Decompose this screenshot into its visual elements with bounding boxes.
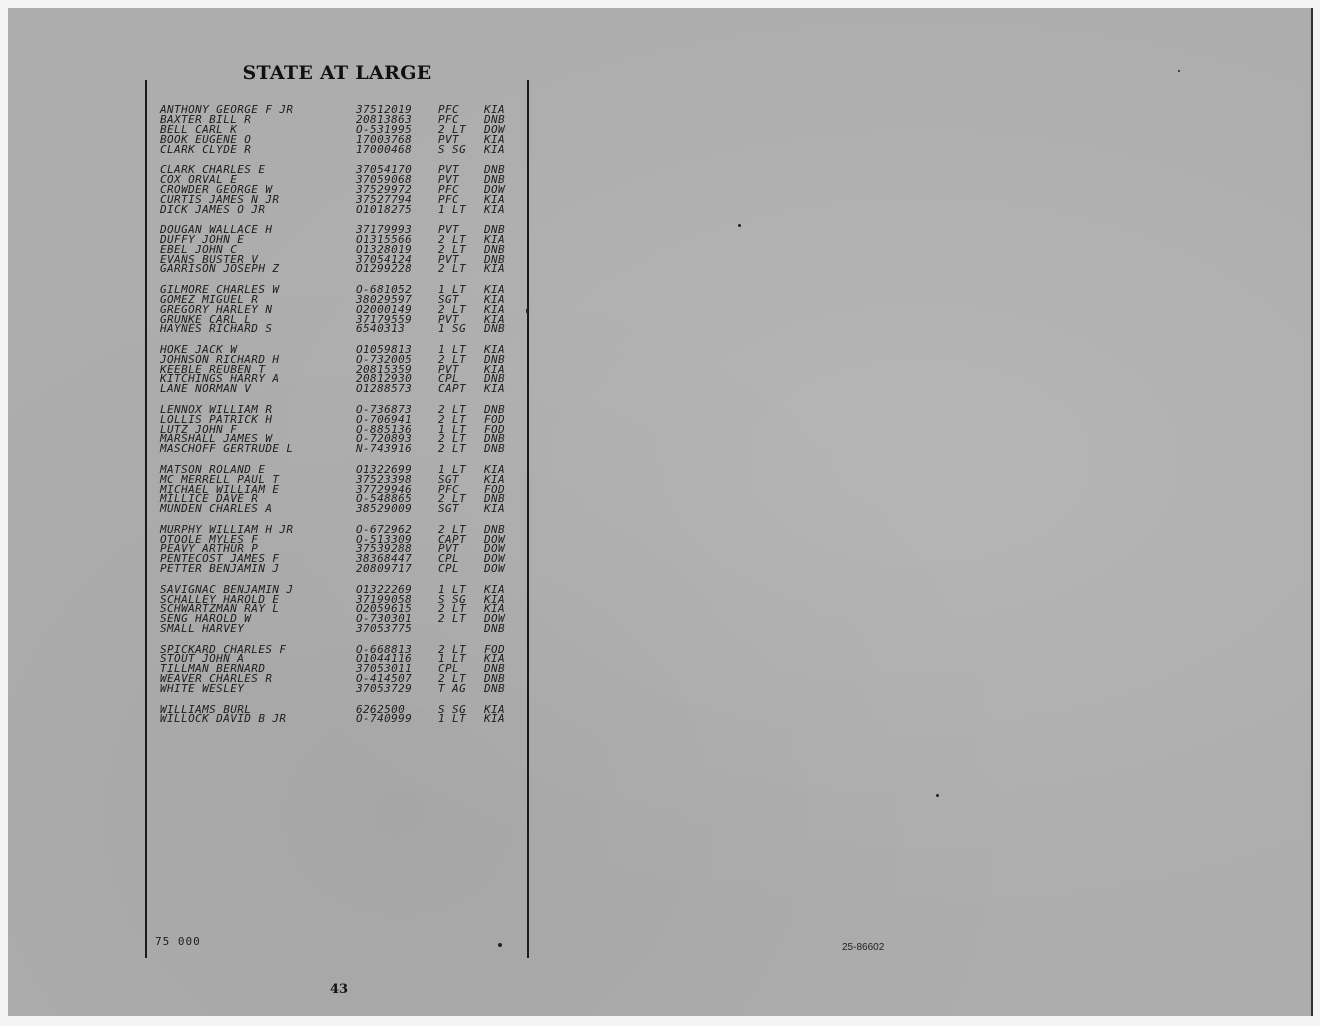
entry-rank: CPL [438, 662, 460, 676]
entry-serial: 37054170 [356, 162, 413, 176]
entry-serial: O-740999 [356, 712, 413, 726]
entry-rank: 2 LT [438, 262, 467, 276]
entry-status: DNB [484, 672, 506, 686]
page-number: 43 [330, 982, 349, 997]
entry-rank: 2 LT [438, 522, 467, 536]
entry-rank: PVT [438, 162, 460, 176]
entry-name: WHITE WESLEY [160, 682, 245, 696]
entry-status: DNB [484, 162, 506, 176]
entry-name: SCHALLEY HAROLD E [160, 592, 280, 606]
entry-name: LOLLIS PATRICK H [160, 412, 273, 426]
entry-name: DUFFY JOHN E [160, 232, 245, 246]
entry-status: KIA [484, 602, 506, 616]
entry-rank: 2 LT [438, 492, 467, 506]
entry-rank: CPL [438, 372, 460, 386]
entry-serial: O-736873 [356, 402, 413, 416]
entry-name: LUTZ JOHN F [160, 422, 238, 436]
roster-entry [160, 202, 530, 216]
entry-status: KIA [484, 362, 506, 376]
ink-speck [526, 308, 529, 314]
entry-rank: 2 LT [438, 442, 467, 456]
entry-status: DNB [484, 682, 506, 696]
entry-status: DOW [484, 562, 506, 576]
entry-status: DNB [484, 442, 506, 456]
entry-rank: CAPT [438, 382, 467, 396]
entry-rank: 1 LT [438, 582, 467, 596]
entry-status: KIA [484, 462, 506, 476]
entry-rank: PFC [438, 192, 460, 206]
entry-status: KIA [484, 382, 506, 396]
entry-name: SENG HAROLD W [160, 612, 252, 626]
entry-status: KIA [484, 132, 506, 146]
entry-name: HOKE JACK W [160, 342, 238, 356]
entry-name: EBEL JOHN C [160, 242, 238, 256]
page-title: STATE AT LARGE [242, 62, 432, 84]
roster-entry [160, 564, 530, 574]
entry-name: MILLICE DAVE R [160, 492, 259, 506]
roster-entry [160, 444, 530, 454]
entry-name: SAVIGNAC BENJAMIN J [160, 582, 294, 596]
entry-rank: 1 LT [438, 652, 467, 666]
entry-status: KIA [484, 652, 506, 666]
entry-status: DNB [484, 222, 506, 236]
entry-status: DOW [484, 542, 506, 556]
roster-entry [160, 714, 530, 724]
roster-entry [160, 384, 530, 394]
entry-rank: 1 LT [438, 422, 467, 436]
entry-serial: 20812930 [356, 372, 413, 386]
entry-name: CURTIS JAMES N JR [160, 192, 280, 206]
roster-entry [160, 624, 530, 634]
entry-name: GREGORY HARLEY N [160, 302, 273, 316]
entry-serial: 37053775 [356, 622, 413, 636]
entry-status: FOD [484, 412, 506, 426]
entry-serial: O1322699 [356, 462, 413, 476]
entry-serial: O1288573 [356, 382, 413, 396]
entry-serial: 37179993 [356, 222, 413, 236]
entry-serial: O-531995 [356, 122, 413, 136]
entry-rank: CPL [438, 552, 460, 566]
entry-serial: 17003768 [356, 132, 413, 146]
entry-serial: 37512019 [356, 103, 413, 116]
entry-rank: PFC [438, 182, 460, 196]
entry-name: GARRISON JOSEPH Z [160, 262, 280, 276]
entry-name: EVANS BUSTER V [160, 252, 259, 266]
entry-name: MATSON ROLAND E [160, 462, 266, 476]
entry-status: KIA [484, 103, 506, 116]
entry-rank: CPL [438, 562, 460, 576]
entry-rank: PVT [438, 362, 460, 376]
entry-name: KEEBLE REUBEN T [160, 362, 266, 376]
entry-status: FOD [484, 642, 506, 656]
entry-rank: 2 LT [438, 232, 467, 246]
entry-serial: O1328019 [356, 242, 413, 256]
ink-speck [1178, 70, 1180, 72]
entry-status: DOW [484, 182, 506, 196]
entry-name: BAXTER BILL R [160, 112, 252, 126]
entry-status: KIA [484, 312, 506, 326]
entry-name: GOMEZ MIGUEL R [160, 292, 259, 306]
entry-status: KIA [484, 302, 506, 316]
entry-serial: O2000149 [356, 302, 413, 316]
entry-serial: O1299228 [356, 262, 413, 276]
entry-rank: 2 LT [438, 352, 467, 366]
entry-serial: 6262500 [356, 702, 406, 716]
entry-rank: SGT [438, 502, 460, 516]
entry-rank: 2 LT [438, 602, 467, 616]
entry-name: HAYNES RICHARD S [160, 322, 273, 336]
entry-serial: 37539288 [356, 542, 413, 556]
entry-rank: 1 LT [438, 342, 467, 356]
entry-rank: 2 LT [438, 302, 467, 316]
entry-serial: 20809717 [356, 562, 413, 576]
entry-name: WEAVER CHARLES R [160, 672, 273, 686]
entry-name: MICHAEL WILLIAM E [160, 482, 280, 496]
entry-status: DNB [484, 112, 506, 126]
roster-entry [160, 264, 530, 274]
entry-serial: 20813863 [356, 112, 413, 126]
entry-name: MASCHOFF GERTRUDE L [160, 442, 294, 456]
entry-name: BELL CARL K [160, 122, 238, 136]
entry-status: DNB [484, 432, 506, 446]
entry-status: KIA [484, 142, 506, 156]
entry-name: CLARK CLYDE R [160, 142, 252, 156]
entry-rank: PFC [438, 482, 460, 496]
ink-speck [738, 224, 741, 227]
entry-name: GILMORE CHARLES W [160, 282, 280, 296]
roster-entry [160, 504, 530, 514]
entry-serial: 37053729 [356, 682, 413, 696]
casualty-roster [160, 105, 530, 724]
entry-rank: 2 LT [438, 672, 467, 686]
left-rule [145, 80, 147, 958]
entry-rank: 1 LT [438, 202, 467, 216]
entry-serial: O-730301 [356, 612, 413, 626]
roster-entry [160, 684, 530, 694]
entry-status: KIA [484, 582, 506, 596]
entry-serial: 37179559 [356, 312, 413, 326]
entry-rank: 1 LT [438, 462, 467, 476]
roster-entry [160, 142, 530, 156]
entry-name: KITCHINGS HARRY A [160, 372, 280, 386]
entry-status: DOW [484, 552, 506, 566]
entry-serial: O-885136 [356, 422, 413, 436]
entry-serial: 6540313 [356, 322, 406, 336]
entry-serial: O-672962 [356, 522, 413, 536]
entry-status: KIA [484, 292, 506, 306]
entry-serial: O1322269 [356, 582, 413, 596]
entry-rank: 2 LT [438, 642, 467, 656]
ink-speck [936, 794, 939, 797]
entry-serial: 37729946 [356, 482, 413, 496]
entry-name: CROWDER GEORGE W [160, 182, 273, 196]
entry-rank: PVT [438, 542, 460, 556]
entry-serial: 17000468 [356, 142, 413, 156]
entry-serial: O1315566 [356, 232, 413, 246]
entry-serial: 37054124 [356, 252, 413, 266]
entry-status: DNB [484, 372, 506, 386]
entry-status: DNB [484, 662, 506, 676]
entry-serial: O1044116 [356, 652, 413, 666]
entry-serial: O2059615 [356, 602, 413, 616]
entry-name: STOUT JOHN A [160, 652, 245, 666]
entry-status: DNB [484, 322, 506, 336]
entry-rank: 2 LT [438, 402, 467, 416]
entry-status: KIA [484, 502, 506, 516]
entry-serial: 37523398 [356, 472, 413, 486]
entry-status: KIA [484, 712, 506, 726]
entry-name: BOOK EUGENE O [160, 132, 252, 146]
entry-status: KIA [484, 342, 506, 356]
entry-rank: PVT [438, 222, 460, 236]
entry-serial: O-681052 [356, 282, 413, 296]
entry-status: KIA [484, 232, 506, 246]
entry-serial: O-720893 [356, 432, 413, 446]
entry-serial: O-513309 [356, 532, 413, 546]
entry-rank: SGT [438, 472, 460, 486]
entry-rank: 2 LT [438, 122, 467, 136]
entry-rank: CAPT [438, 532, 467, 546]
entry-name: LENNOX WILLIAM R [160, 402, 273, 416]
entry-name: DICK JAMES O JR [160, 202, 266, 216]
entry-name: ANTHONY GEORGE F JR [160, 103, 294, 116]
entry-rank: S SG [438, 142, 467, 156]
entry-serial: 37529972 [356, 182, 413, 196]
entry-status: DNB [484, 172, 506, 186]
entry-name: GRUNKE CARL L [160, 312, 252, 326]
entry-name: PETTER BENJAMIN J [160, 562, 280, 576]
entry-status: DNB [484, 242, 506, 256]
entry-name: PENTECOST JAMES F [160, 552, 280, 566]
entry-name: OTOOLE MYLES F [160, 532, 259, 546]
entry-status: KIA [484, 192, 506, 206]
entry-status: DNB [484, 252, 506, 266]
footer-print-count: 75 000 [155, 935, 201, 948]
entry-name: CLARK CHARLES E [160, 162, 266, 176]
entry-status: DOW [484, 532, 506, 546]
ink-speck [498, 943, 502, 947]
entry-status: FOD [484, 482, 506, 496]
entry-serial: 38029597 [356, 292, 413, 306]
entry-name: DOUGAN WALLACE H [160, 222, 273, 236]
entry-rank: 1 LT [438, 282, 467, 296]
entry-status: KIA [484, 262, 506, 276]
entry-status: DOW [484, 122, 506, 136]
entry-name: MC MERRELL PAUL T [160, 472, 280, 486]
entry-serial: O-732005 [356, 352, 413, 366]
entry-rank: 1 SG [438, 322, 467, 336]
entry-name: MARSHALL JAMES W [160, 432, 273, 446]
page-edge [1311, 8, 1313, 1016]
roster-entry [160, 324, 530, 334]
entry-name: MUNDEN CHARLES A [160, 502, 273, 516]
entry-serial: N-743916 [356, 442, 413, 456]
entry-rank: S SG [438, 702, 467, 716]
entry-status: DNB [484, 402, 506, 416]
entry-rank: PVT [438, 312, 460, 326]
entry-name: COX ORVAL E [160, 172, 238, 186]
entry-serial: 20815359 [356, 362, 413, 376]
entry-serial: 38529009 [356, 502, 413, 516]
entry-name: MURPHY WILLIAM H JR [160, 522, 294, 536]
entry-rank: 2 LT [438, 412, 467, 426]
entry-status: DNB [484, 622, 506, 636]
entry-rank: PVT [438, 252, 460, 266]
entry-rank: 1 LT [438, 712, 467, 726]
entry-name: TILLMAN BERNARD [160, 662, 266, 676]
entry-rank: SGT [438, 292, 460, 306]
entry-name: PEAVY ARTHUR P [160, 542, 259, 556]
entry-name: SPICKARD CHARLES F [160, 642, 287, 656]
entry-rank: PFC [438, 112, 460, 126]
entry-status: DNB [484, 492, 506, 506]
entry-status: KIA [484, 472, 506, 486]
entry-status: KIA [484, 702, 506, 716]
entry-rank: 2 LT [438, 612, 467, 626]
entry-status: FOD [484, 422, 506, 436]
entry-rank: 2 LT [438, 432, 467, 446]
entry-serial: 37527794 [356, 192, 413, 206]
entry-serial: O-668813 [356, 642, 413, 656]
entry-status: DNB [484, 522, 506, 536]
entry-name: SCHWARTZMAN RAY L [160, 602, 280, 616]
footer-gpo-code: 25-86602 [842, 942, 885, 953]
entry-serial: 37059068 [356, 172, 413, 186]
entry-status: KIA [484, 282, 506, 296]
entry-serial: 37199058 [356, 592, 413, 606]
entry-status: KIA [484, 202, 506, 216]
entry-status: DNB [484, 352, 506, 366]
entry-name: WILLIAMS BURL [160, 702, 252, 716]
entry-rank: S SG [438, 592, 467, 606]
entry-rank: 2 LT [438, 242, 467, 256]
entry-name: SMALL HARVEY [160, 622, 245, 636]
entry-rank: T AG [438, 682, 467, 696]
entry-rank: PVT [438, 172, 460, 186]
entry-name: WILLOCK DAVID B JR [160, 712, 287, 726]
entry-status: DOW [484, 612, 506, 626]
entry-serial: O-548865 [356, 492, 413, 506]
entry-serial: O1018275 [356, 202, 413, 216]
entry-rank: PVT [438, 132, 460, 146]
entry-name: LANE NORMAN V [160, 382, 252, 396]
entry-serial: 38368447 [356, 552, 413, 566]
entry-status: KIA [484, 592, 506, 606]
entry-serial: O1059813 [356, 342, 413, 356]
entry-rank: PFC [438, 103, 460, 116]
entry-serial: 37053011 [356, 662, 413, 676]
entry-name: JOHNSON RICHARD H [160, 352, 280, 366]
entry-serial: O-414507 [356, 672, 413, 686]
entry-serial: O-706941 [356, 412, 413, 426]
